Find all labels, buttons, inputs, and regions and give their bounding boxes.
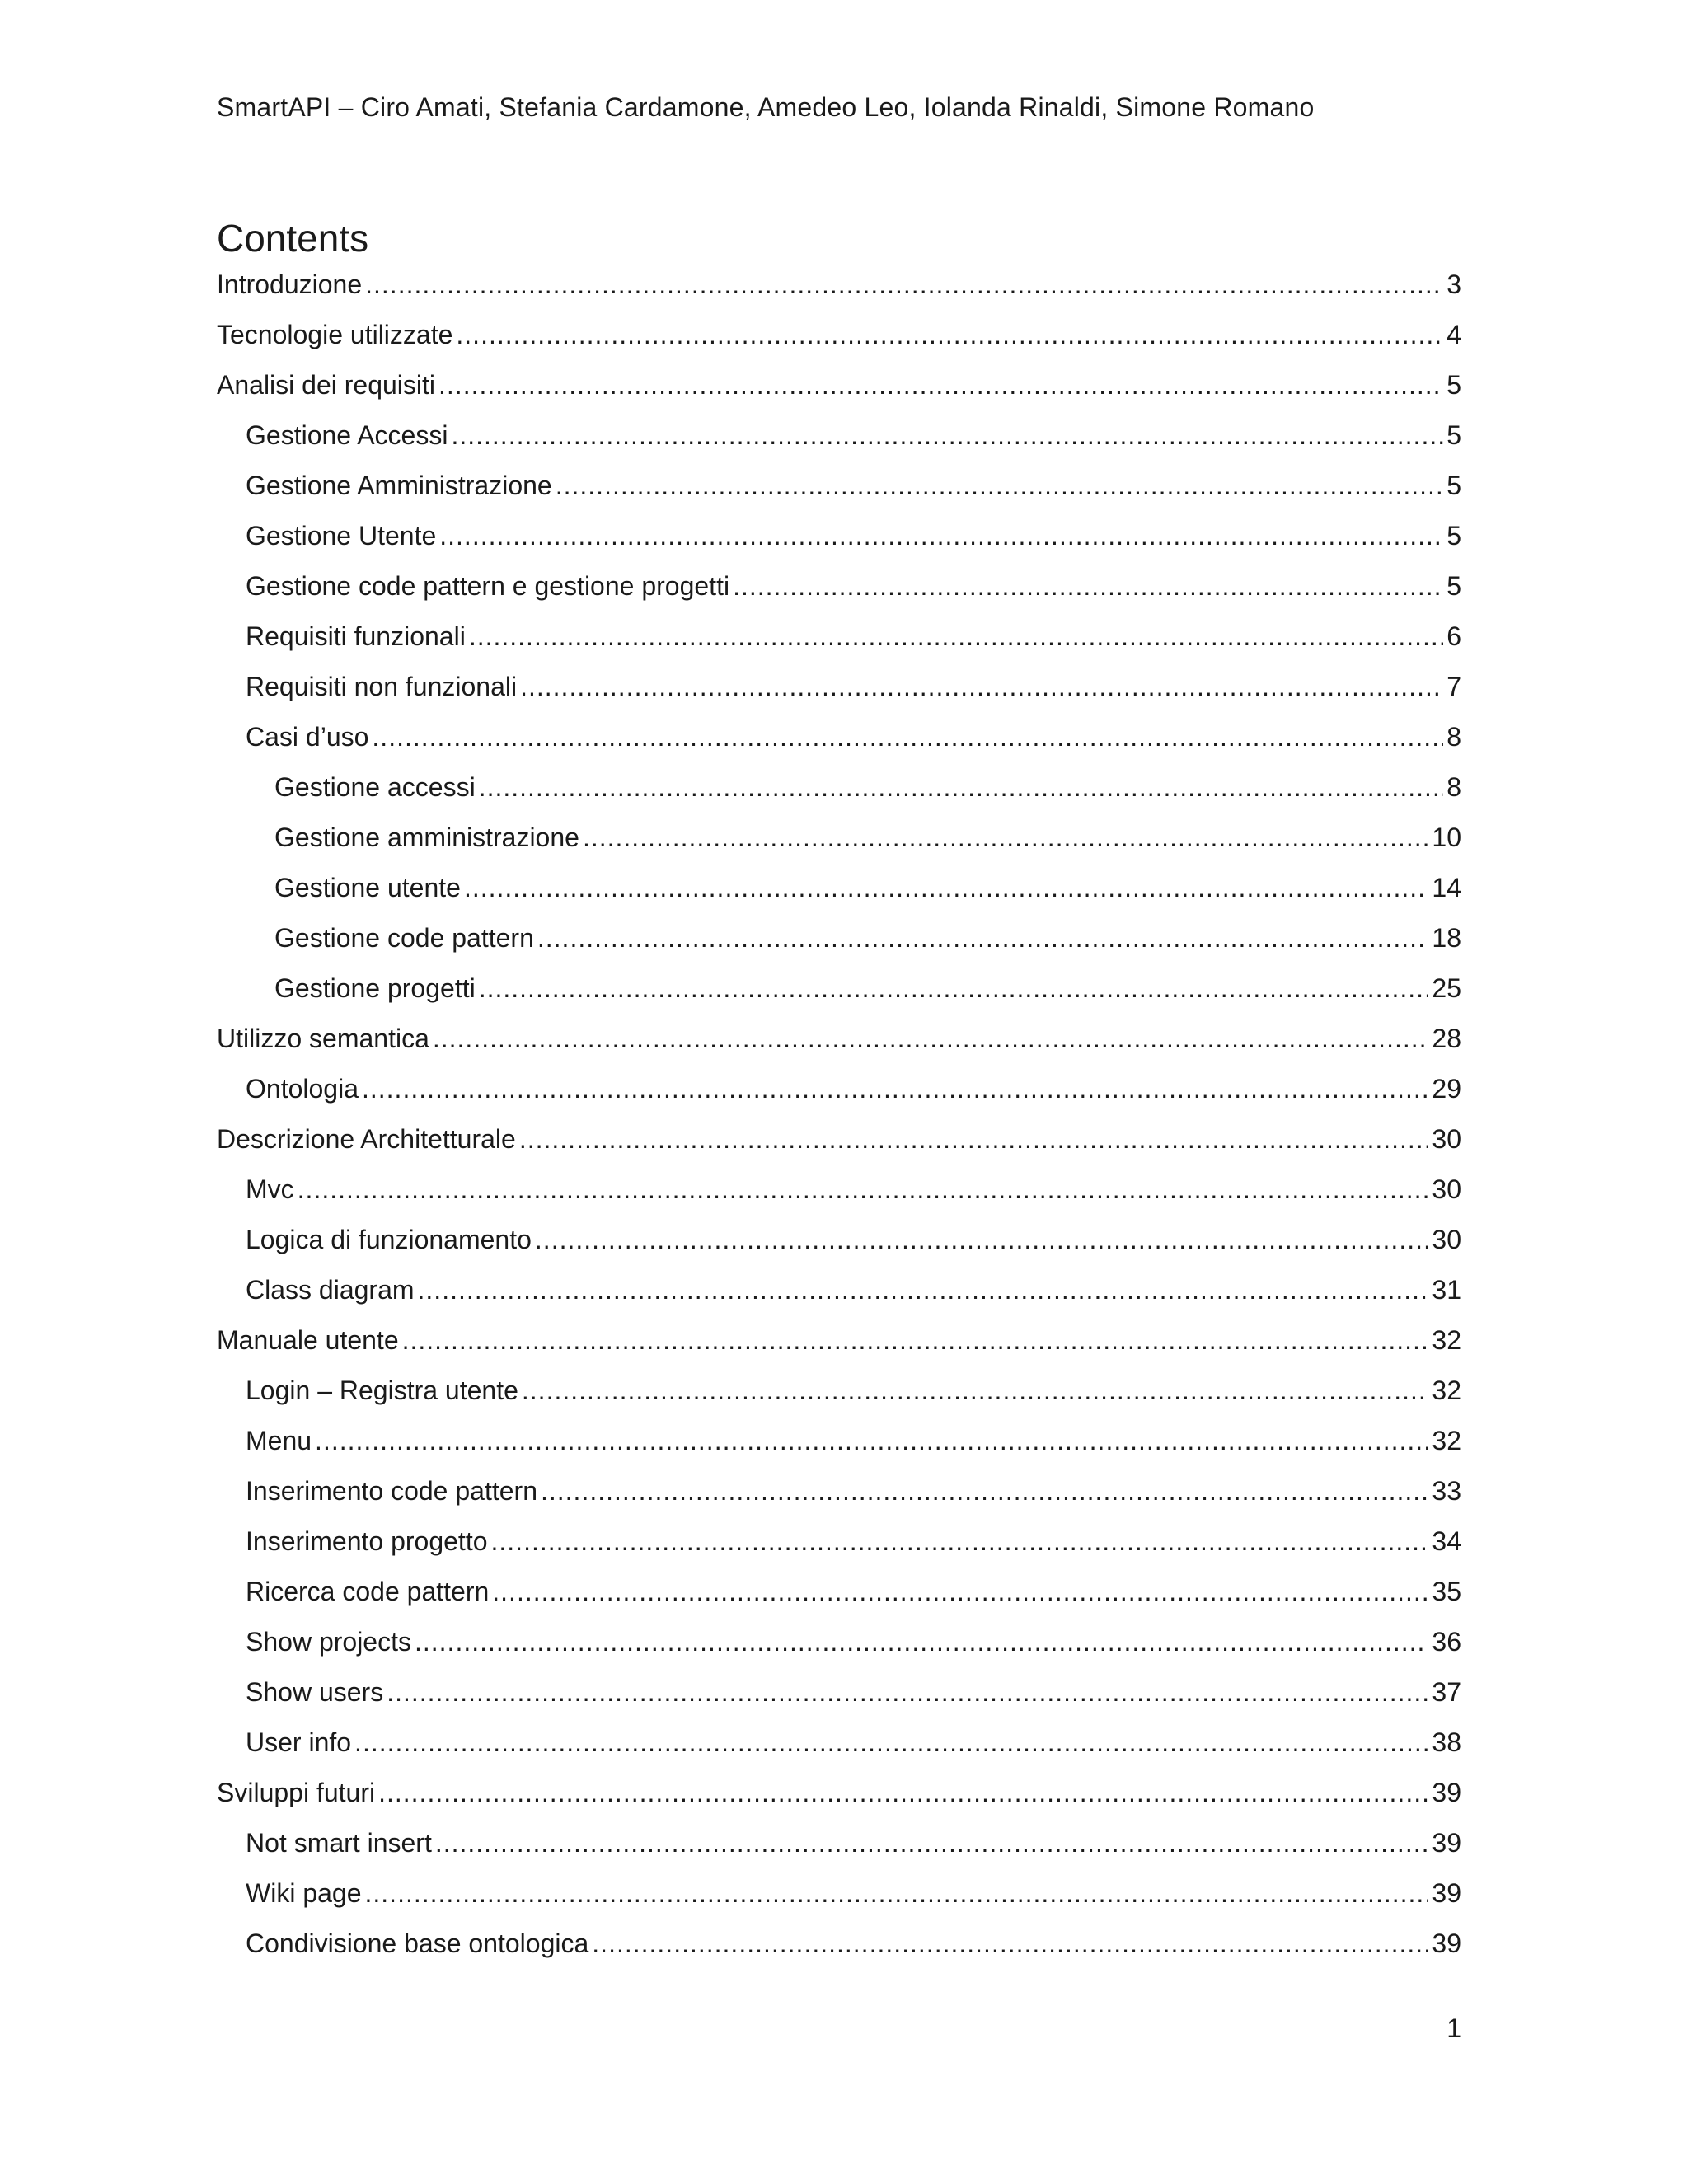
toc-entry-title[interactable]: Introduzione <box>217 269 363 299</box>
toc-dot-leader <box>464 871 1428 904</box>
toc-entry-title[interactable]: Analisi dei requisiti <box>217 370 436 400</box>
toc-entry[interactable] <box>217 670 1461 720</box>
toc-entry[interactable] <box>217 1675 1461 1726</box>
toc-entry-title[interactable]: Wiki page <box>246 1878 362 1908</box>
toc-entry-page[interactable]: 3 <box>1447 269 1461 299</box>
toc-entry-page[interactable]: 30 <box>1432 1124 1461 1154</box>
toc-entry-page[interactable]: 28 <box>1432 1024 1461 1053</box>
toc-entry[interactable] <box>217 771 1461 821</box>
toc-entry[interactable] <box>217 1575 1461 1625</box>
toc-entry-title[interactable]: Gestione amministrazione <box>274 823 579 852</box>
toc-dot-leader <box>592 1927 1428 1960</box>
toc-entry-page[interactable]: 7 <box>1447 672 1461 701</box>
toc-entry-title[interactable]: Gestione progetti <box>274 973 476 1003</box>
toc-entry-page[interactable]: 38 <box>1432 1727 1461 1757</box>
toc-entry-page[interactable]: 14 <box>1432 873 1461 902</box>
toc-entry-title[interactable]: Not smart insert <box>246 1828 432 1858</box>
toc-entry[interactable] <box>217 1625 1461 1675</box>
toc-entry-page[interactable]: 31 <box>1432 1275 1461 1305</box>
toc-entry-title[interactable]: Sviluppi futuri <box>217 1778 376 1807</box>
toc-dot-leader <box>479 972 1429 1005</box>
toc-entry-page[interactable]: 39 <box>1432 1878 1461 1908</box>
toc-entry-title[interactable]: Requisiti non funzionali <box>246 672 518 701</box>
toc-entry[interactable] <box>217 720 1461 771</box>
toc-entry-title[interactable]: Logica di funzionamento <box>246 1225 532 1254</box>
toc-entry-page[interactable]: 30 <box>1432 1174 1461 1204</box>
toc-entry-page[interactable]: 32 <box>1432 1426 1461 1455</box>
toc-entry[interactable] <box>217 1877 1461 1927</box>
toc-entry[interactable] <box>217 318 1461 368</box>
toc-entry-page[interactable]: 35 <box>1432 1577 1461 1606</box>
toc-entry[interactable] <box>217 1223 1461 1273</box>
toc-dot-leader <box>433 1022 1429 1055</box>
toc-entry-page[interactable]: 39 <box>1432 1828 1461 1858</box>
toc-entry[interactable] <box>217 1173 1461 1223</box>
toc-entry-page[interactable]: 6 <box>1447 621 1461 651</box>
toc-entry[interactable] <box>217 519 1461 569</box>
toc-dot-leader <box>415 1625 1428 1658</box>
toc-dot-leader <box>372 720 1443 753</box>
toc-dot-leader <box>583 821 1428 854</box>
toc-dot-leader <box>479 771 1444 804</box>
toc-dot-leader <box>435 1826 1429 1859</box>
toc-entry-title[interactable]: Class diagram <box>246 1275 415 1305</box>
toc-entry[interactable] <box>217 469 1461 519</box>
toc-entry[interactable] <box>217 1474 1461 1525</box>
page-header: SmartAPI – Ciro Amati, Stefania Cardamone, Amedeo Leo, Iolanda Rinaldi, Simone Romano <box>217 92 1315 122</box>
toc-entry[interactable] <box>217 821 1461 871</box>
toc-entry[interactable] <box>217 1374 1461 1424</box>
toc-entry[interactable] <box>217 1776 1461 1826</box>
table-of-contents <box>217 268 1461 1977</box>
toc-dot-leader <box>387 1675 1428 1708</box>
toc-entry-page[interactable]: 5 <box>1447 370 1461 400</box>
toc-dot-leader <box>556 469 1443 502</box>
toc-entry-title[interactable]: Condivisione base ontologica <box>246 1929 589 1958</box>
toc-entry-page[interactable]: 5 <box>1447 571 1461 601</box>
toc-entry-title[interactable]: Login – Registra utente <box>246 1376 518 1405</box>
toc-entry[interactable] <box>217 1072 1461 1122</box>
toc-entry[interactable] <box>217 1927 1461 1977</box>
toc-entry-page[interactable]: 37 <box>1432 1677 1461 1707</box>
toc-dot-leader <box>491 1525 1429 1558</box>
toc-dot-leader <box>537 921 1429 954</box>
toc-entry-title[interactable]: Gestione utente <box>274 873 461 902</box>
toc-dot-leader <box>733 569 1443 602</box>
toc-entry-page[interactable]: 33 <box>1432 1476 1461 1506</box>
toc-entry-title[interactable]: Utilizzo semantica <box>217 1024 429 1053</box>
toc-entry-title[interactable]: Menu <box>246 1426 312 1455</box>
toc-entry-title[interactable]: Ontologia <box>246 1074 359 1104</box>
toc-entry[interactable] <box>217 1826 1461 1877</box>
toc-entry[interactable] <box>217 1022 1461 1072</box>
toc-entry-page[interactable]: 39 <box>1432 1778 1461 1807</box>
toc-entry-page[interactable]: 32 <box>1432 1325 1461 1355</box>
toc-dot-leader <box>402 1324 1429 1357</box>
toc-entry-page[interactable]: 29 <box>1432 1074 1461 1104</box>
toc-entry[interactable] <box>217 620 1461 670</box>
toc-entry-title[interactable]: Gestione code pattern <box>274 923 534 953</box>
toc-entry[interactable] <box>217 1424 1461 1474</box>
toc-dot-leader <box>354 1726 1428 1759</box>
toc-entry-page[interactable]: 32 <box>1432 1376 1461 1405</box>
toc-dot-leader <box>541 1474 1428 1507</box>
toc-dot-leader <box>451 419 1443 452</box>
page-number: 1 <box>1447 2013 1461 2043</box>
toc-entry-title[interactable]: Descrizione Architetturale <box>217 1124 516 1154</box>
toc-entry-title[interactable]: User info <box>246 1727 352 1757</box>
toc-entry[interactable] <box>217 569 1461 620</box>
toc-dot-leader <box>519 1122 1429 1155</box>
toc-entry-page[interactable]: 30 <box>1432 1225 1461 1254</box>
toc-entry-title[interactable]: Gestione code pattern e gestione progetti <box>246 571 730 601</box>
toc-entry-page[interactable]: 39 <box>1432 1929 1461 1958</box>
toc-entry-title[interactable]: Tecnologie utilizzate <box>217 320 453 349</box>
toc-dot-leader <box>315 1424 1428 1457</box>
toc-entry-page[interactable]: 10 <box>1432 823 1461 852</box>
toc-entry-title[interactable]: Show users <box>246 1677 384 1707</box>
toc-entry-title[interactable]: Inserimento progetto <box>246 1526 488 1556</box>
toc-entry-page[interactable]: 8 <box>1447 772 1461 802</box>
toc-dot-leader <box>456 318 1443 351</box>
toc-entry-page[interactable]: 34 <box>1432 1526 1461 1556</box>
toc-entry-title[interactable]: Requisiti funzionali <box>246 621 466 651</box>
toc-entry-title[interactable]: Show projects <box>246 1627 411 1657</box>
toc-dot-leader <box>439 519 1443 552</box>
toc-entry[interactable] <box>217 921 1461 972</box>
toc-entry[interactable] <box>217 1324 1461 1374</box>
toc-dot-leader <box>522 1374 1429 1407</box>
toc-entry-page[interactable]: 25 <box>1432 973 1461 1003</box>
toc-entry-page[interactable]: 5 <box>1447 471 1461 500</box>
toc-entry-page[interactable]: 8 <box>1447 722 1461 752</box>
toc-dot-leader <box>365 268 1443 301</box>
toc-dot-leader <box>418 1273 1429 1306</box>
toc-entry[interactable] <box>217 268 1461 318</box>
toc-entry-title[interactable]: Gestione Amministrazione <box>246 471 552 500</box>
toc-entry[interactable] <box>217 419 1461 469</box>
toc-entry[interactable] <box>217 1122 1461 1173</box>
toc-entry-title[interactable]: Mvc <box>246 1174 294 1204</box>
toc-entry[interactable] <box>217 368 1461 419</box>
toc-dot-leader <box>378 1776 1428 1809</box>
toc-entry-title[interactable]: Manuale utente <box>217 1325 399 1355</box>
toc-dot-leader <box>469 620 1443 653</box>
toc-entry-title[interactable]: Inserimento code pattern <box>246 1476 537 1506</box>
toc-dot-leader <box>492 1575 1428 1608</box>
toc-title: Contents <box>217 217 369 260</box>
toc-entry-page[interactable]: 36 <box>1432 1627 1461 1657</box>
toc-entry-title[interactable]: Gestione Utente <box>246 521 437 551</box>
toc-entry[interactable] <box>217 972 1461 1022</box>
toc-dot-leader <box>365 1877 1429 1910</box>
toc-entry-title[interactable]: Casi d’uso <box>246 722 369 752</box>
toc-entry[interactable] <box>217 1726 1461 1776</box>
toc-entry-title[interactable]: Gestione Accessi <box>246 420 448 450</box>
toc-entry[interactable] <box>217 1273 1461 1324</box>
toc-entry[interactable] <box>217 871 1461 921</box>
toc-dot-leader <box>362 1072 1428 1105</box>
toc-entry-page[interactable]: 4 <box>1447 320 1461 349</box>
toc-entry-page[interactable]: 5 <box>1447 420 1461 450</box>
toc-dot-leader <box>298 1173 1429 1206</box>
toc-dot-leader <box>438 368 1443 401</box>
toc-entry[interactable] <box>217 1525 1461 1575</box>
toc-entry-title[interactable]: Gestione accessi <box>274 772 476 802</box>
toc-entry-page[interactable]: 18 <box>1432 923 1461 953</box>
toc-entry-title[interactable]: Ricerca code pattern <box>246 1577 490 1606</box>
toc-entry-page[interactable]: 5 <box>1447 521 1461 551</box>
toc-dot-leader <box>520 670 1443 703</box>
toc-dot-leader <box>535 1223 1429 1256</box>
